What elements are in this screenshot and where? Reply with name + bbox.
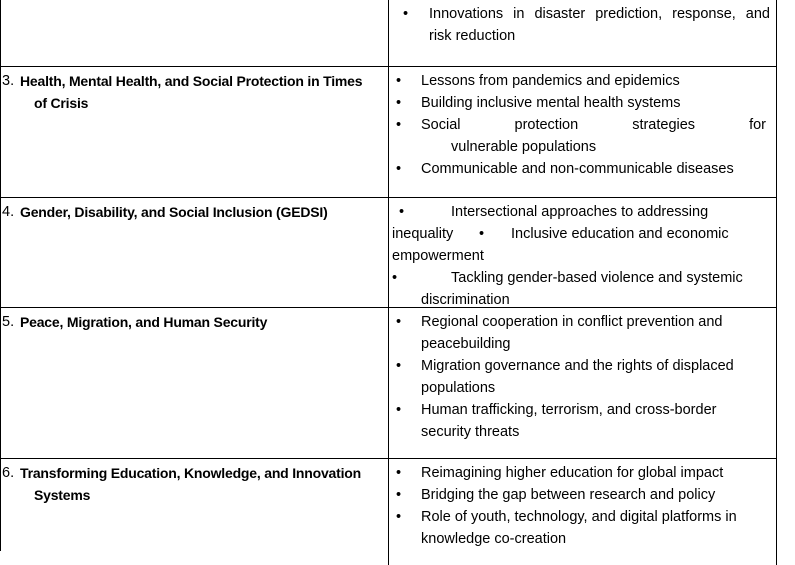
bullet-marker: • <box>403 6 409 22</box>
bullet-marker: • <box>396 358 402 374</box>
subtopics-cell <box>389 198 777 307</box>
text-segment: Systems <box>34 487 91 503</box>
bullet-marker: • <box>479 226 485 242</box>
text-line <box>1 92 388 114</box>
theme-cell <box>1 459 389 565</box>
text-segment: Regional cooperation in conflict prevention and <box>421 314 723 330</box>
text-segment: Health, Mental Health, and Social Protection in Times <box>20 73 363 89</box>
subtopics-cell <box>389 308 777 458</box>
text-segment: Intersectional approaches to addressing <box>451 204 709 220</box>
text-segment: knowledge co-creation <box>421 531 567 547</box>
bullet-marker: • <box>396 95 402 111</box>
text-line <box>389 421 776 443</box>
text-segment: Reimagining higher education for global impact <box>421 465 724 481</box>
bullet-marker: • <box>396 509 402 525</box>
text-line <box>389 201 776 223</box>
text-segment: peacebuilding <box>421 336 511 352</box>
text-segment: Innovations in disaster prediction, response, and <box>429 6 770 22</box>
bullet-marker: • <box>392 270 398 286</box>
text-line <box>389 311 776 333</box>
text-line <box>389 136 776 158</box>
bullet-marker: • <box>396 402 402 418</box>
bullet-marker: • <box>399 204 405 220</box>
text-line <box>389 92 776 114</box>
text-segment: Social protection strategies for <box>421 117 766 133</box>
text-line <box>389 158 776 180</box>
text-line <box>1 484 388 506</box>
subtopics-cell <box>389 459 777 565</box>
text-segment: discrimination <box>421 292 510 307</box>
text-segment: empowerment <box>392 248 484 264</box>
table-row <box>1 0 777 67</box>
text-line <box>1 311 388 333</box>
text-line <box>389 377 776 399</box>
text-line <box>389 267 776 289</box>
text-segment: Communicable and non-communicable diseases <box>421 161 734 177</box>
table-row <box>1 198 777 308</box>
table-row <box>1 308 777 459</box>
text-segment: Gender, Disability, and Social Inclusion (GEDSI) <box>20 204 328 220</box>
text-segment: Role of youth, technology, and digital platforms in <box>421 509 737 525</box>
text-line <box>389 355 776 377</box>
text-line <box>1 201 388 223</box>
text-line <box>389 70 776 92</box>
text-segment: 4. <box>2 204 15 220</box>
text-segment: of Crisis <box>34 95 89 111</box>
theme-cell <box>1 308 389 458</box>
themes-table <box>1 0 777 565</box>
text-segment: risk reduction <box>429 28 516 44</box>
text-line <box>389 484 776 506</box>
bullet-marker: • <box>396 73 402 89</box>
bullet-marker: • <box>396 161 402 177</box>
table-row <box>1 67 777 198</box>
text-segment: populations <box>421 380 496 396</box>
bullet-marker: • <box>396 487 402 503</box>
subtopics-cell <box>389 0 777 66</box>
text-segment: Bridging the gap between research and policy <box>421 487 716 503</box>
text-line <box>389 399 776 421</box>
text-segment: Human trafficking, terrorism, and cross-border <box>421 402 717 418</box>
text-segment: Tackling gender-based violence and systemic <box>451 270 743 286</box>
text-line <box>389 114 776 136</box>
bullet-marker: • <box>396 117 402 133</box>
text-segment: Inclusive education and economic <box>511 226 729 242</box>
text-segment: 6. <box>2 465 15 481</box>
text-line <box>389 333 776 355</box>
text-segment: 5. <box>2 314 15 330</box>
table-row <box>1 459 777 565</box>
text-line <box>389 462 776 484</box>
text-segment: Peace, Migration, and Human Security <box>20 314 268 330</box>
text-line <box>1 70 388 92</box>
text-segment: security threats <box>421 424 520 440</box>
text-segment: Lessons from pandemics and epidemics <box>421 73 680 89</box>
subtopics-cell <box>389 67 777 197</box>
text-line <box>389 223 776 245</box>
text-segment: Building inclusive mental health systems <box>421 95 681 111</box>
text-line <box>389 506 776 528</box>
text-segment: inequality <box>392 226 454 242</box>
text-line <box>389 245 776 267</box>
text-line <box>389 3 776 25</box>
text-segment: Migration governance and the rights of displaced <box>421 358 734 374</box>
text-line <box>1 462 388 484</box>
text-segment: Transforming Education, Knowledge, and Innovation <box>20 465 361 481</box>
theme-cell <box>1 67 389 197</box>
theme-cell <box>1 198 389 307</box>
text-segment: vulnerable populations <box>451 139 597 155</box>
text-line <box>389 528 776 550</box>
bullet-marker: • <box>396 465 402 481</box>
text-line <box>389 25 776 47</box>
theme-cell <box>1 0 389 66</box>
bullet-marker: • <box>396 314 402 330</box>
text-segment: 3. <box>2 73 15 89</box>
text-line <box>389 289 776 307</box>
